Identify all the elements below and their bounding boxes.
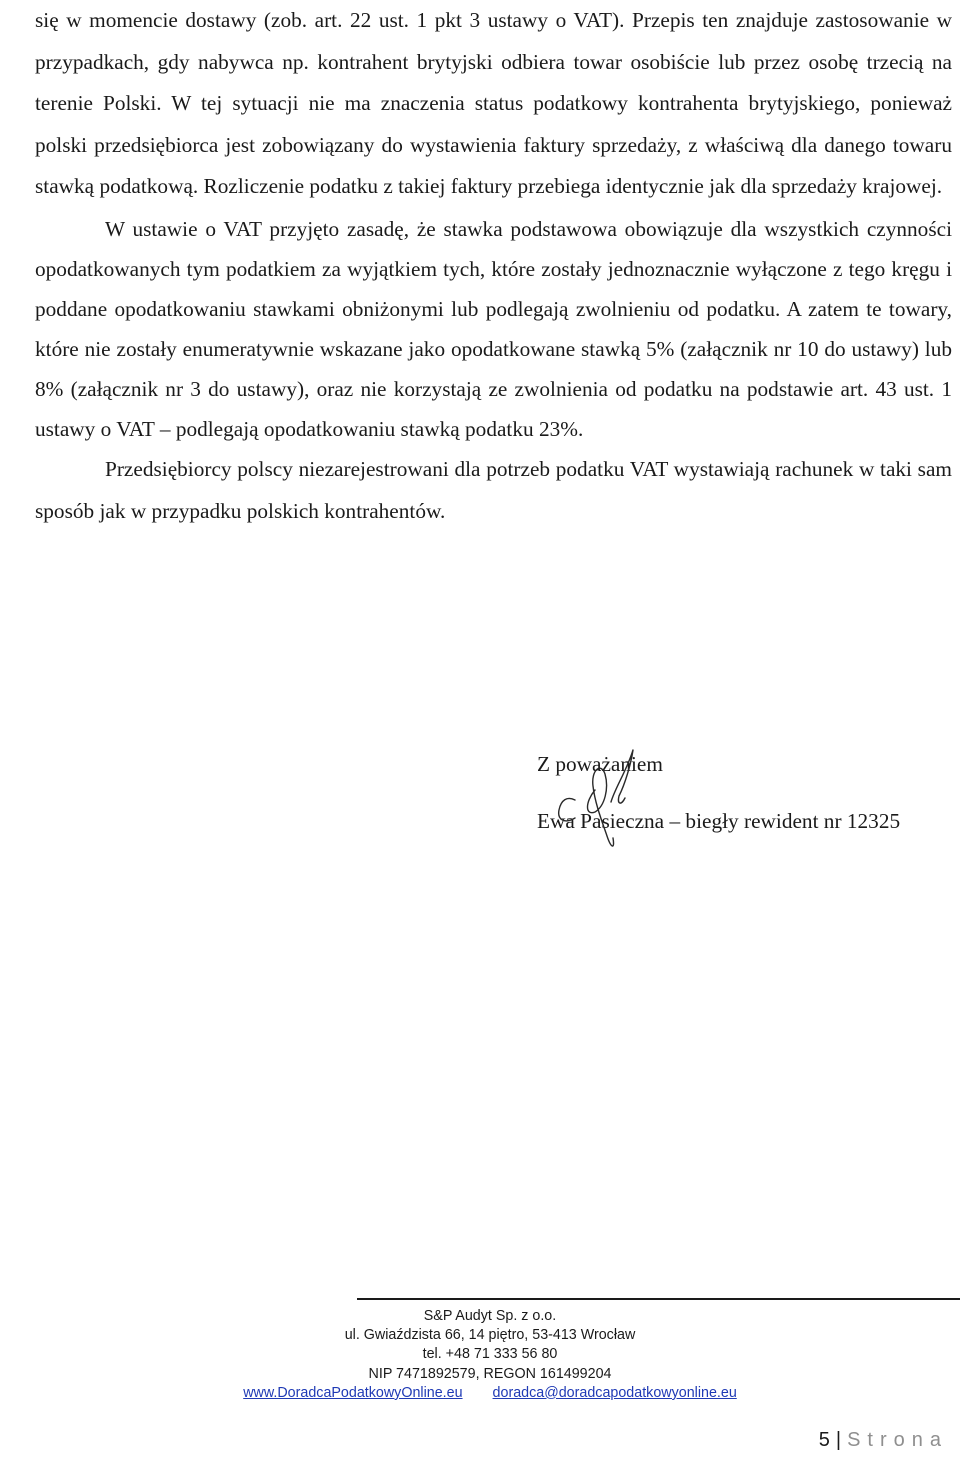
company-footer — [180, 1307, 800, 1403]
footer-company: S&P Audyt Sp. z o.o. — [423, 1308, 557, 1324]
footer-tax-ids: NIP 7471892579, REGON 161499204 — [368, 1365, 612, 1382]
signature-block — [537, 740, 957, 854]
page-number-value: 5 — [818, 1429, 830, 1451]
document-body — [35, 0, 952, 532]
paragraph-vat-rates: W ustawie o VAT przyjęto zasadę, że stawka podstawowa obowiązuje dla wszystkich czynności opodatkowanych tym podatkiem za wyjątkiem tych, które zostały jednoznacznie wyłączone z tego kręgu i poddane opodatkowaniu stawkami obniżonymi lub podlegają zwolnieniu od podatku. A zatem te towary, które nie zostały enumeratywnie wskazane jako opodatkowane stawką 5% (załącznik nr 10 do ustawy) lub 8% (załącznik nr 3 do ustawy), oraz nie korzystają ze zwolnienia od podatku na podstawie art. 43 ust. 1 ustawy o VAT – podlegają opodatkowaniu stawką podatku 23%. — [35, 216, 952, 441]
website-link[interactable]: www.DoradcaPodatkowyOnline.eu — [243, 1384, 463, 1401]
footer-address: ul. Gwiaździsta 66, 14 piętro, 53-413 Wrocław — [344, 1327, 636, 1344]
email-link[interactable]: doradca@doradcapodatkowyonline.eu — [492, 1384, 737, 1401]
paragraph-unregistered-entrepreneurs: Przedsiębiorcy polscy niezarejestrowani dla potrzeb podatku VAT wystawiają rachunek w taki sam sposób jak w przypadku polskich kontrahentów. — [35, 456, 952, 523]
handwritten-signature — [555, 740, 635, 856]
closing-salutation: Z poważaniem — [537, 752, 663, 776]
footer-phone: tel. +48 71 333 56 80 — [422, 1346, 558, 1363]
page-number-label: Strona — [847, 1429, 948, 1451]
page-number-separator: | — [835, 1429, 842, 1451]
footer-links — [180, 1384, 800, 1403]
signer-name: Ewa Pasieczna – biegły rewident nr 12325 — [537, 809, 901, 833]
paragraph-continuation: się w momencie dostawy (zob. art. 22 ust. 1 pkt 3 ustawy o VAT). Przepis ten znajduje zastosowanie w przypadkach, gdy nabywca np. kontrahent brytyjski odbiera towar osobiście lub przez osobę trzecią na terenie Polski. W tej sytuacji nie ma znaczenia status podatkowy kontrahenta brytyjskiego, ponieważ polski przedsiębiorca jest zobowiązany do wystawienia faktury sprzedaży, z właściwą dla danego towaru stawką podatkową. Rozliczenie podatku z takiej faktury przebiega identycznie jak dla sprzedaży krajowej. — [35, 8, 952, 199]
footer-divider — [357, 1298, 960, 1300]
page-number — [819, 1429, 948, 1452]
